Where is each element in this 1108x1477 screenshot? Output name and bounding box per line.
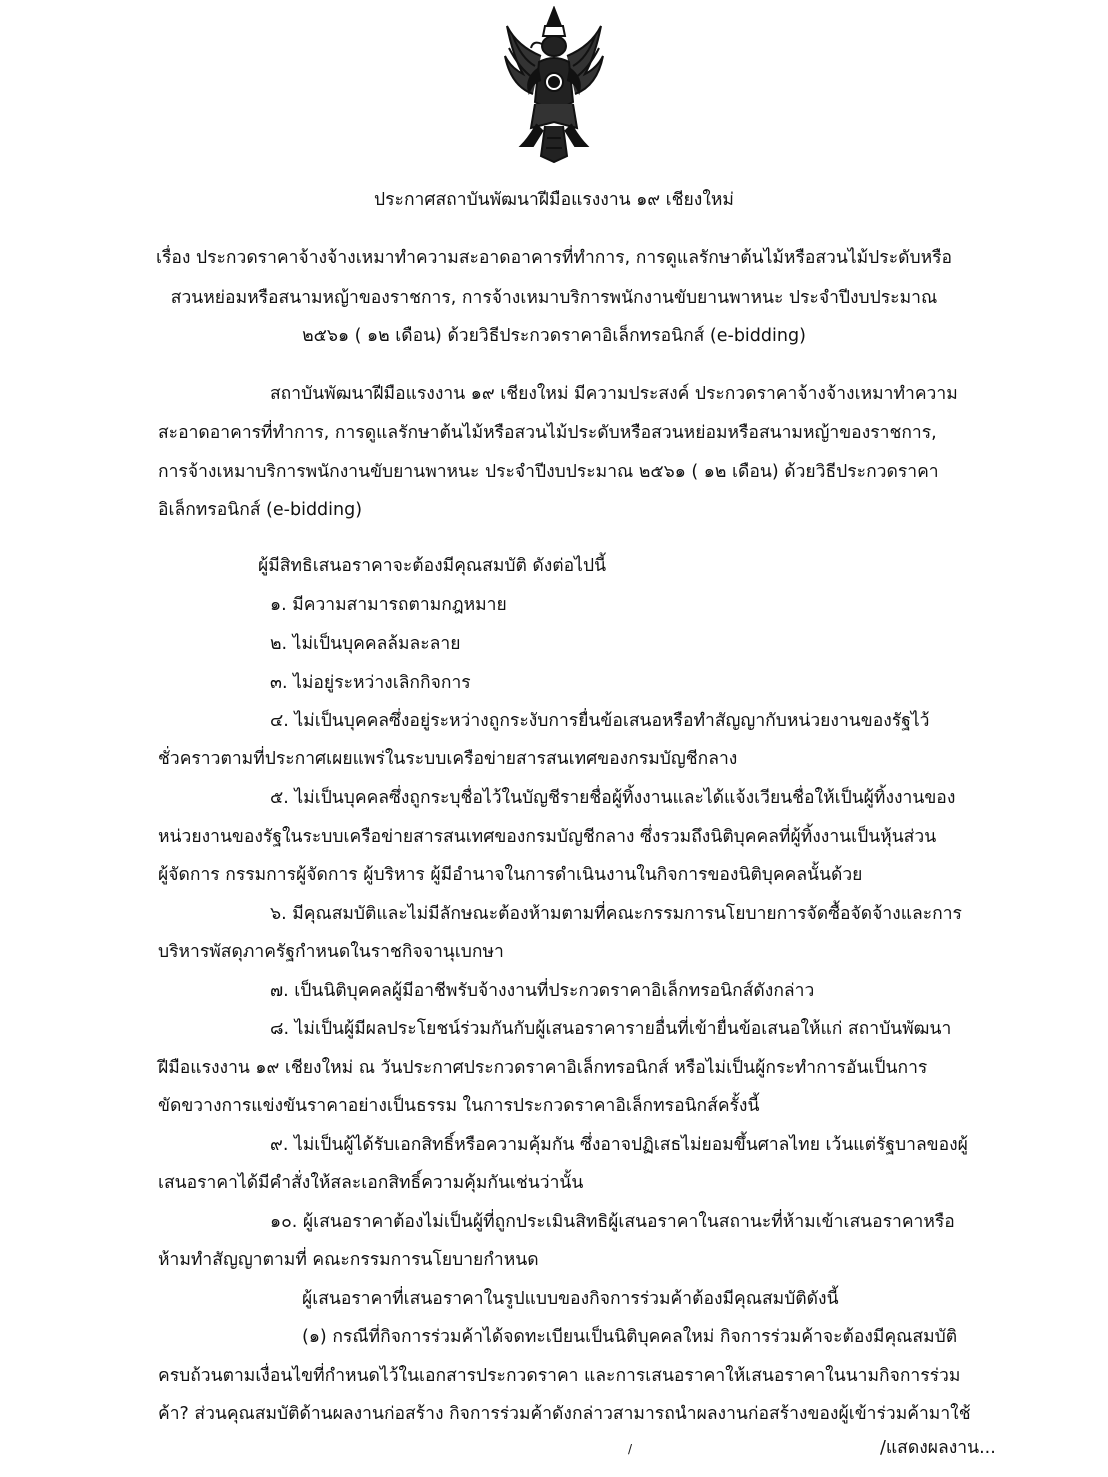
joint-venture-item-cont: ครบถ้วนตามเงื่อนไขที่กำหนดไว้ในเอกสารประกวดราคา และการเสนอราคาให้เสนอราคาในนามกิจการร่วม bbox=[158, 1366, 961, 1386]
qualifications-heading: ผู้มีสิทธิเสนอราคาจะต้องมีคุณสมบัติ ดังต่อไปนี้ bbox=[258, 556, 607, 576]
continuation-marker: /แสดงผลงาน... bbox=[880, 1438, 996, 1458]
qualification-item-cont: หน่วยงานของรัฐในระบบเครือข่ายสารสนเทศของกรมบัญชีกลาง ซึ่งรวมถึงนิติบุคคลที่ผู้ทิ้งงานเป็นหุ้นส่วน bbox=[158, 827, 937, 847]
qualification-item: ๗. เป็นนิติบุคคลผู้มีอาชีพรับจ้างงานที่ประกวดราคาอิเล็กทรอนิกส์ดังกล่าว bbox=[270, 981, 815, 1001]
qualification-item: ๑. มีความสามารถตามกฎหมาย bbox=[270, 595, 507, 615]
body-line: สะอาดอาคารที่ทำการ, การดูแลรักษาต้นไม้หรือสวนไม้ประดับหรือสวนหย่อมหรือสนามหญ้าของราชการ, bbox=[158, 423, 937, 443]
qualification-item: ๑๐. ผู้เสนอราคาต้องไม่เป็นผู้ที่ถูกประเมินสิทธิผู้เสนอราคาในสถานะที่ห้ามเข้าเสนอราคาหรือ bbox=[270, 1212, 955, 1232]
page-mark: / bbox=[628, 1442, 633, 1456]
qualification-item: ๔. ไม่เป็นบุคคลซึ่งอยู่ระหว่างถูกระงับการยื่นข้อเสนอหรือทำสัญญากับหน่วยงานของรัฐไว้ bbox=[270, 711, 930, 731]
qualification-item-cont: ขัดขวางการแข่งขันราคาอย่างเป็นธรรม ในการประกวดราคาอิเล็กทรอนิกส์ครั้งนี้ bbox=[158, 1096, 760, 1116]
subject-line-2: สวนหย่อมหรือสนามหญ้าของราชการ, การจ้างเหมาบริการพนักงานขับยานพาหนะ ประจำปีงบประมาณ bbox=[170, 288, 938, 308]
body-line: สถาบันพัฒนาฝีมือแรงงาน ๑๙ เชียงใหม่ มีความประสงค์ ประกวดราคาจ้างจ้างเหมาทำความ bbox=[270, 384, 958, 404]
body-line: อิเล็กทรอนิกส์ (e-bidding) bbox=[158, 500, 363, 520]
qualification-item: ๒. ไม่เป็นบุคคลล้มละลาย bbox=[270, 634, 461, 654]
qualification-item-cont: ฝีมือแรงงาน ๑๙ เชียงใหม่ ณ วันประกาศประกวดราคาอิเล็กทรอนิกส์ หรือไม่เป็นผู้กระทำการอันเป็นการ bbox=[158, 1058, 928, 1078]
announcement-title: ประกาศสถาบันพัฒนาฝีมือแรงงาน ๑๙ เชียงใหม่ bbox=[374, 190, 734, 210]
qualification-item: ๙. ไม่เป็นผู้ได้รับเอกสิทธิ์หรือความคุ้มกัน ซึ่งอาจปฏิเสธไม่ยอมขึ้นศาลไทย เว้นแต่รัฐบาลของผู้ bbox=[270, 1135, 968, 1155]
joint-venture-item: (๑) กรณีที่กิจการร่วมค้าได้จดทะเบียนเป็นนิติบุคคลใหม่ กิจการร่วมค้าจะต้องมีคุณสมบัติ bbox=[302, 1327, 958, 1347]
joint-venture-item-cont: ค้า? ส่วนคุณสมบัติด้านผลงานก่อสร้าง กิจการร่วมค้าดังกล่าวสามารถนำผลงานก่อสร้างของผู้เข้าร่วมค้ามาใช้ bbox=[158, 1404, 971, 1424]
qualification-item-cont: ห้ามทำสัญญาตามที่ คณะกรรมการนโยบายกำหนด bbox=[158, 1250, 539, 1270]
joint-venture-heading: ผู้เสนอราคาที่เสนอราคาในรูปแบบของกิจการร่วมค้าต้องมีคุณสมบัติดังนี้ bbox=[302, 1289, 839, 1309]
qualification-item: ๖. มีคุณสมบัติและไม่มีลักษณะต้องห้ามตามที่คณะกรรมการนโยบายการจัดซื้อจัดจ้างและการ bbox=[270, 904, 962, 924]
body-line: การจ้างเหมาบริการพนักงานขับยานพาหนะ ประจำปีงบประมาณ ๒๕๖๑ ( ๑๒ เดือน) ด้วยวิธีประกวดราคา bbox=[158, 462, 939, 482]
qualification-item-cont: เสนอราคาได้มีคำสั่งให้สละเอกสิทธิ์ความคุ้มกันเช่นว่านั้น bbox=[158, 1173, 584, 1193]
qualification-item-cont: บริหารพัสดุภาครัฐกำหนดในราชกิจจานุเบกษา bbox=[158, 942, 504, 962]
qualification-item-cont: ชั่วคราวตามที่ประกาศเผยแพร่ในระบบเครือข่ายสารสนเทศของกรมบัญชีกลาง bbox=[158, 749, 738, 769]
subject-line-3: ๒๕๖๑ ( ๑๒ เดือน) ด้วยวิธีประกวดราคาอิเล็กทรอนิกส์ (e-bidding) bbox=[302, 326, 806, 346]
qualification-item: ๓. ไม่อยู่ระหว่างเลิกกิจการ bbox=[270, 673, 471, 693]
qualification-item: ๘. ไม่เป็นผู้มีผลประโยชน์ร่วมกันกับผู้เสนอราคารายอื่นที่เข้ายื่นข้อเสนอให้แก่ สถาบันพัฒนา bbox=[270, 1019, 952, 1039]
garuda-emblem-icon bbox=[503, 6, 605, 164]
subject-line-1: เรื่อง ประกวดราคาจ้างจ้างเหมาทำความสะอาดอาคารที่ทำการ, การดูแลรักษาต้นไม้หรือสวนไม้ประดับหรือ bbox=[155, 248, 953, 268]
qualification-item: ๕. ไม่เป็นบุคคลซึ่งถูกระบุชื่อไว้ในบัญชีรายชื่อผู้ทิ้งงานและได้แจ้งเวียนชื่อให้เป็นผู้ทิ้งงานของ bbox=[270, 788, 956, 808]
qualification-item-cont: ผู้จัดการ กรรมการผู้จัดการ ผู้บริหาร ผู้มีอำนาจในการดำเนินงานในกิจการของนิติบุคคลนั้นด้วย bbox=[158, 865, 863, 885]
